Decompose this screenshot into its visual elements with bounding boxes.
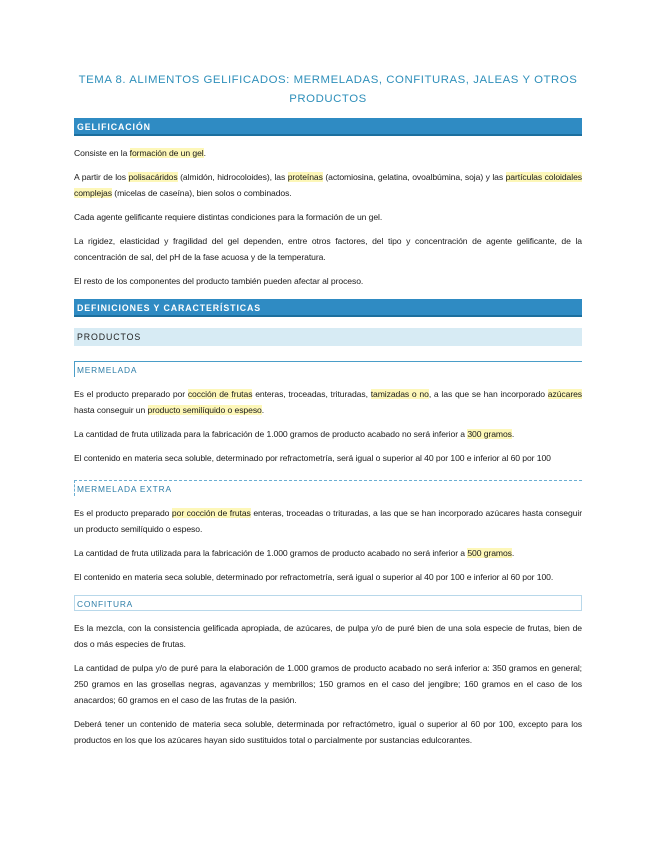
paragraph: La cantidad de fruta utilizada para la fabricación de 1.000 gramos de producto acabado no será inferior a 500 gramos. (74, 548, 515, 558)
section-header-gelificacion: GELIFICACIÓN (74, 118, 582, 136)
paragraph: Consiste en la formación de un gel. (74, 148, 206, 158)
highlight: azúcares (547, 389, 583, 399)
paragraph: La cantidad de fruta utilizada para la fabricación de 1.000 gramos de producto acabado no será inferior a 300 gramos. (74, 429, 515, 439)
paragraph: Es el producto preparado por cocción de frutas enteras, troceadas o trituradas, a las que se han incorporado azúcares hasta conseguir un producto semilíquido o espeso. (74, 508, 583, 534)
highlight: formación de un gel (129, 148, 204, 158)
paragraph: El resto de los componentes del producto también pueden afectar al proceso. (74, 276, 364, 286)
highlight: 300 gramos (467, 429, 512, 439)
paragraph: La cantidad de pulpa y/o de puré para la elaboración de 1.000 gramos de producto acabado no será inferior a: 350 gramos en general; 250 gramos en las grosellas negras, agavanzas y membrillos; 150 gramos en el caso del jengibre; 160 gramos en el caso de los anacardos; 60 gramos en el caso de las frutas de la pasión. (74, 663, 582, 705)
highlight: producto semilíquido o espeso (147, 405, 262, 415)
highlight: proteínas (287, 172, 323, 182)
highlight: tamizadas o no (370, 389, 429, 399)
subsection-header-mermelada-extra: MERMELADA EXTRA (74, 480, 582, 496)
highlight: partículas coloidales complejas (74, 172, 582, 198)
paragraph: Cada agente gelificante requiere distintas condiciones para la formación de un gel. (74, 212, 383, 222)
paragraph: El contenido en materia seca soluble, determinado por refractometría, será igual o superior al 40 por 100 e inferior al 60 por 100. (74, 572, 554, 582)
paragraph: La rigidez, elasticidad y fragilidad del gel dependen, entre otros factores, del tipo y concentración de agente gelificante, de la concentración de sal, del pH de la fase acuosa y de la temperatura. (74, 236, 582, 262)
section-header-definiciones: DEFINICIONES Y CARACTERÍSTICAS (74, 299, 582, 317)
highlight: 500 gramos (467, 548, 512, 558)
subsection-header-mermelada: MERMELADA (74, 361, 582, 377)
document-page (74, 0, 583, 745)
paragraph: Es el producto preparado por cocción de frutas enteras, troceadas, trituradas, tamizadas o no, a las que se han incorporado azúcares hasta conseguir un producto semilíquido o espeso. (74, 389, 583, 415)
paragraph: El contenido en materia seca soluble, determinado por refractometría, será igual o superior al 40 por 100 e inferior al 60 por 100 (74, 453, 551, 463)
page-title: TEMA 8. ALIMENTOS GELIFICADOS: MERMELADAS, CONFITURAS, JALEAS Y OTROS PRODUCTOS (78, 74, 578, 105)
subsection-header-confitura: CONFITURA (74, 595, 582, 611)
highlight: polisacáridos (128, 172, 178, 182)
subsection-header-productos: PRODUCTOS (74, 328, 582, 346)
paragraph: Deberá tener un contenido de materia seca soluble, determinada por refractómetro, igual o superior al 60 por 100, excepto para los productos en los que los azúcares hayan sido sustituidos total o parcialmente por sustancias edulcorantes. (74, 719, 582, 745)
highlight: por cocción de frutas (171, 508, 251, 518)
paragraph: Es la mezcla, con la consistencia gelificada apropiada, de azúcares, de pulpa y/o de puré bien de una sola especie de frutas, bien de dos o más especies de frutas. (74, 623, 582, 649)
highlight: cocción de frutas (187, 389, 253, 399)
paragraph: A partir de los polisacáridos (almidón, hidrocoloides), las proteínas (actomiosina, gelatina, ovoalbúmina, soja) y las partículas coloidales complejas (micelas de caseína), bien solos o combinados. (74, 172, 582, 198)
